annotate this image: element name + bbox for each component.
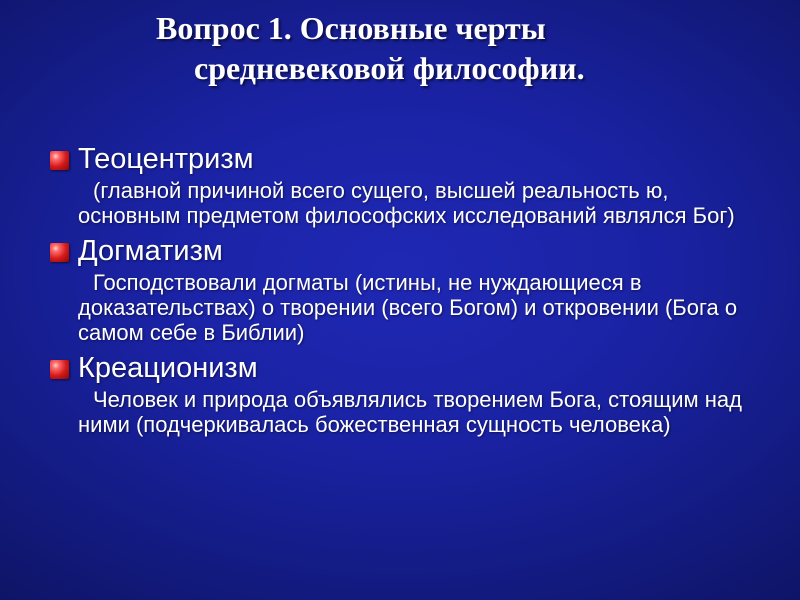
item-description: (главной причиной всего сущего, высшей реальность ю, основным предметом философских исследований являлся Бог)	[78, 178, 735, 228]
item-description: Человек и природа объявлялись творением Бога, стоящим над ними (подчеркивалась божественная сущность человека)	[78, 387, 742, 437]
list-item-creationism	[50, 351, 770, 437]
item-heading: Теоцентризм	[78, 143, 254, 175]
slide-title-line-2: средневековой философии.	[194, 50, 585, 86]
bullet-square-icon	[50, 151, 69, 170]
list-item-theocentrism	[50, 142, 770, 228]
item-heading: Догматизм	[78, 235, 223, 267]
item-heading: Креационизм	[78, 352, 258, 384]
bullet-square-icon	[50, 243, 69, 262]
bullet-list	[50, 142, 770, 443]
bullet-square-icon	[50, 360, 69, 379]
list-item-dogmatism	[50, 234, 770, 345]
item-description: Господствовали догматы (истины, не нуждающиеся в доказательствах) о творении (всего Богом) и откровении (Бога о самом себе в Библии)	[78, 270, 738, 345]
slide-title	[0, 8, 800, 88]
slide-title-line-1: Вопрос 1. Основные черты	[156, 10, 546, 46]
